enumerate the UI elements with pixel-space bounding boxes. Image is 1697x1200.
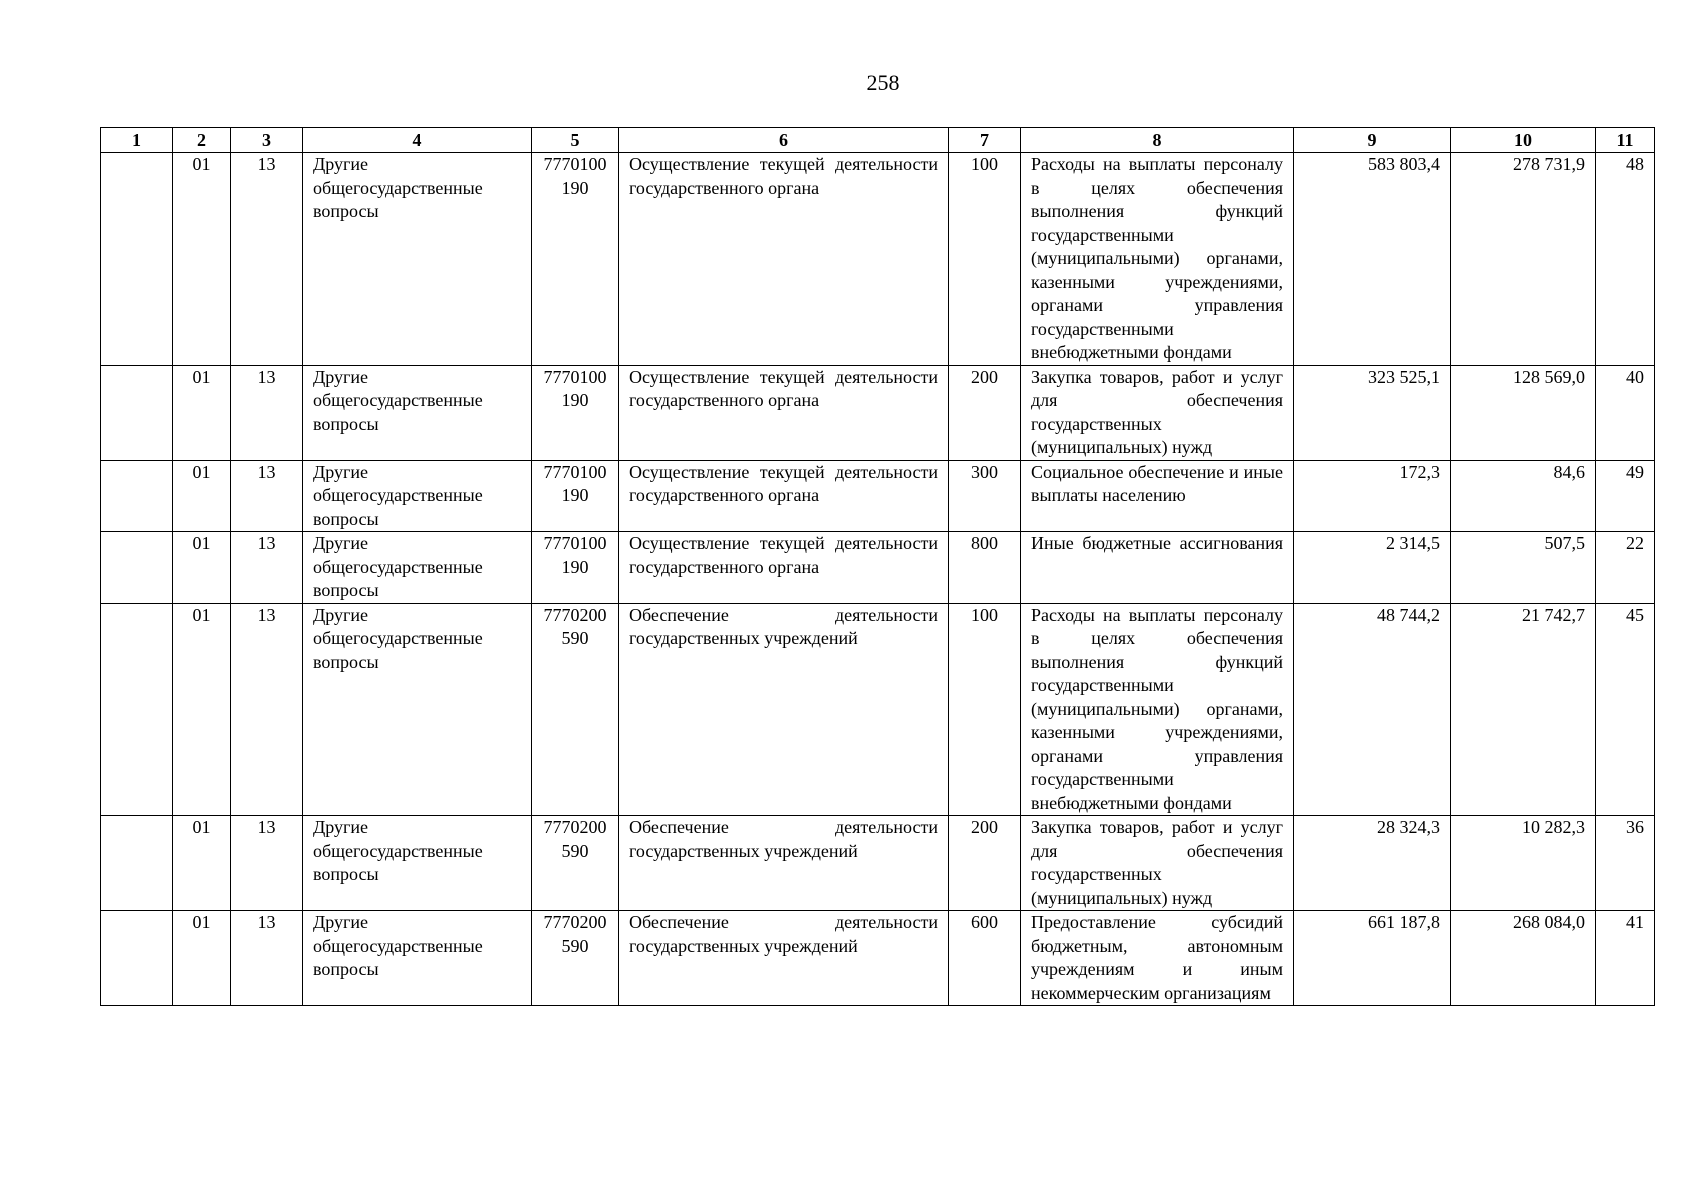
amount-executed-cell: 128 569,0 bbox=[1451, 365, 1596, 460]
expense-type-name-cell: Закупка товаров, работ и услуг для обеспечения государственных (муниципальных) нужд bbox=[1021, 365, 1294, 460]
subsection-name-cell: Другие общегосударственные вопросы bbox=[303, 365, 532, 460]
subsection-name-cell: Другие общегосударственные вопросы bbox=[303, 603, 532, 816]
amount-planned-cell: 661 187,8 bbox=[1294, 911, 1451, 1006]
expense-type-code-cell: 200 bbox=[949, 816, 1021, 911]
target-article-name-cell: Осуществление текущей деятельности государственного органа bbox=[619, 532, 949, 604]
expense-type-name-cell: Расходы на выплаты персоналу в целях обеспечения выполнения функций государственными (муниципальными) органами, казенными учреждениями, органами управления государственными внебюджетными фондами bbox=[1021, 153, 1294, 366]
table-row bbox=[101, 365, 1655, 460]
target-article-name-cell: Осуществление текущей деятельности государственного органа bbox=[619, 153, 949, 366]
column-header: 9 bbox=[1294, 128, 1451, 153]
row-number-cell bbox=[101, 153, 173, 366]
amount-executed-cell: 278 731,9 bbox=[1451, 153, 1596, 366]
amount-planned-cell: 48 744,2 bbox=[1294, 603, 1451, 816]
row-number-cell bbox=[101, 460, 173, 532]
table-row bbox=[101, 153, 1655, 366]
column-header: 11 bbox=[1596, 128, 1655, 153]
subsection-name-cell: Другие общегосударственные вопросы bbox=[303, 532, 532, 604]
percent-cell: 41 bbox=[1596, 911, 1655, 1006]
amount-planned-cell: 2 314,5 bbox=[1294, 532, 1451, 604]
amount-executed-cell: 507,5 bbox=[1451, 532, 1596, 604]
target-article-name-cell: Обеспечение деятельности государственных учреждений bbox=[619, 816, 949, 911]
subsection-code-cell: 13 bbox=[231, 532, 303, 604]
target-article-code-cell: 7770100190 bbox=[532, 532, 619, 604]
target-article-code-cell: 7770200590 bbox=[532, 603, 619, 816]
row-number-cell bbox=[101, 911, 173, 1006]
expense-type-code-cell: 200 bbox=[949, 365, 1021, 460]
column-header: 4 bbox=[303, 128, 532, 153]
column-header: 3 bbox=[231, 128, 303, 153]
section-code-cell: 01 bbox=[173, 365, 231, 460]
column-header: 7 bbox=[949, 128, 1021, 153]
amount-executed-cell: 10 282,3 bbox=[1451, 816, 1596, 911]
table-row bbox=[101, 911, 1655, 1006]
target-article-name-cell: Осуществление текущей деятельности государственного органа bbox=[619, 460, 949, 532]
subsection-code-cell: 13 bbox=[231, 365, 303, 460]
subsection-code-cell: 13 bbox=[231, 153, 303, 366]
expense-type-code-cell: 600 bbox=[949, 911, 1021, 1006]
expense-type-code-cell: 300 bbox=[949, 460, 1021, 532]
subsection-name-cell: Другие общегосударственные вопросы bbox=[303, 816, 532, 911]
target-article-name-cell: Осуществление текущей деятельности государственного органа bbox=[619, 365, 949, 460]
amount-planned-cell: 172,3 bbox=[1294, 460, 1451, 532]
column-header: 10 bbox=[1451, 128, 1596, 153]
budget-table bbox=[100, 127, 1655, 1006]
amount-planned-cell: 323 525,1 bbox=[1294, 365, 1451, 460]
expense-type-code-cell: 100 bbox=[949, 603, 1021, 816]
table-row bbox=[101, 603, 1655, 816]
subsection-name-cell: Другие общегосударственные вопросы bbox=[303, 460, 532, 532]
subsection-name-cell: Другие общегосударственные вопросы bbox=[303, 911, 532, 1006]
section-code-cell: 01 bbox=[173, 532, 231, 604]
target-article-code-cell: 7770200590 bbox=[532, 816, 619, 911]
percent-cell: 22 bbox=[1596, 532, 1655, 604]
column-header: 5 bbox=[532, 128, 619, 153]
target-article-code-cell: 7770200590 bbox=[532, 911, 619, 1006]
amount-executed-cell: 21 742,7 bbox=[1451, 603, 1596, 816]
header-row bbox=[101, 128, 1655, 153]
table-row bbox=[101, 532, 1655, 604]
section-code-cell: 01 bbox=[173, 816, 231, 911]
subsection-code-cell: 13 bbox=[231, 603, 303, 816]
target-article-name-cell: Обеспечение деятельности государственных учреждений bbox=[619, 603, 949, 816]
expense-type-name-cell: Расходы на выплаты персоналу в целях обеспечения выполнения функций государственными (муниципальными) органами, казенными учреждениями, органами управления государственными внебюджетными фондами bbox=[1021, 603, 1294, 816]
subsection-code-cell: 13 bbox=[231, 911, 303, 1006]
expense-type-name-cell bbox=[1021, 532, 1294, 604]
percent-cell: 48 bbox=[1596, 153, 1655, 366]
expense-type-code-cell: 800 bbox=[949, 532, 1021, 604]
target-article-code-cell: 7770100190 bbox=[532, 365, 619, 460]
section-code-cell: 01 bbox=[173, 460, 231, 532]
target-article-code-cell: 7770100190 bbox=[532, 460, 619, 532]
subsection-code-cell: 13 bbox=[231, 816, 303, 911]
row-number-cell bbox=[101, 365, 173, 460]
percent-cell: 36 bbox=[1596, 816, 1655, 911]
expense-type-name-text: Иные бюджетные ассигнования bbox=[1031, 533, 1283, 553]
percent-cell: 40 bbox=[1596, 365, 1655, 460]
expense-type-code-cell: 100 bbox=[949, 153, 1021, 366]
amount-executed-cell: 84,6 bbox=[1451, 460, 1596, 532]
column-header: 8 bbox=[1021, 128, 1294, 153]
section-code-cell: 01 bbox=[173, 911, 231, 1006]
expense-type-name-cell: Предоставление субсидий бюджетным, автономным учреждениям и иным некоммерческим организациям bbox=[1021, 911, 1294, 1006]
target-article-name-cell: Обеспечение деятельности государственных учреждений bbox=[619, 911, 949, 1006]
expense-type-name-cell: Закупка товаров, работ и услуг для обеспечения государственных (муниципальных) нужд bbox=[1021, 816, 1294, 911]
subsection-name-cell: Другие общегосударственные вопросы bbox=[303, 153, 532, 366]
amount-planned-cell: 28 324,3 bbox=[1294, 816, 1451, 911]
amount-executed-cell: 268 084,0 bbox=[1451, 911, 1596, 1006]
column-header: 1 bbox=[101, 128, 173, 153]
percent-cell: 49 bbox=[1596, 460, 1655, 532]
subsection-code-cell: 13 bbox=[231, 460, 303, 532]
percent-cell: 45 bbox=[1596, 603, 1655, 816]
section-code-cell: 01 bbox=[173, 603, 231, 816]
table-row bbox=[101, 460, 1655, 532]
expense-type-name-cell: Социальное обеспечение и иные выплаты населению bbox=[1021, 460, 1294, 532]
page-number: 258 bbox=[866, 70, 900, 95]
section-code-cell: 01 bbox=[173, 153, 231, 366]
table-row bbox=[101, 816, 1655, 911]
row-number-cell bbox=[101, 532, 173, 604]
amount-planned-cell: 583 803,4 bbox=[1294, 153, 1451, 366]
target-article-code-cell: 7770100190 bbox=[532, 153, 619, 366]
column-header: 6 bbox=[619, 128, 949, 153]
column-header: 2 bbox=[173, 128, 231, 153]
row-number-cell bbox=[101, 603, 173, 816]
row-number-cell bbox=[101, 816, 173, 911]
